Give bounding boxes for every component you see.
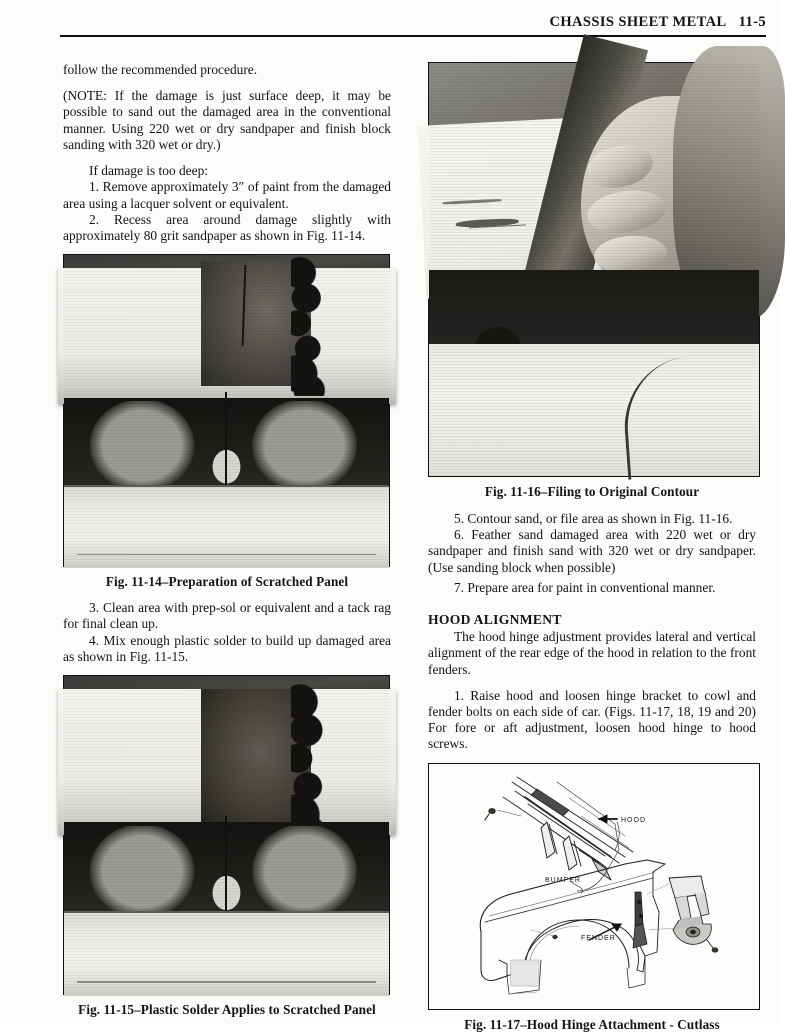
note-paragraph: (NOTE: If the damage is just surface deep, it may be possible to sand out the damaged area in the conventional manner. Using 220 wet or dry sandpaper and finish block sanding with 320 wet or dry.) — [63, 88, 391, 152]
figure-11-17-caption: Fig. 11-17–Hood Hinge Attachment - Cutlass — [464, 1016, 720, 1032]
figure-11-15-image — [64, 676, 389, 994]
figure-11-15-photo — [63, 675, 390, 995]
figure-11-16-image — [429, 63, 759, 476]
figure-11-14-photo — [63, 254, 390, 567]
step-2: 2. Recess area around damage slightly with approximately 80 grit sandpaper as shown in Fig. 11-14. — [63, 211, 391, 243]
too-deep-lead-in: If damage is too deep: — [89, 163, 208, 179]
step-3: 3. Clean area with prep-sol or equivalent and a tack rag for final clean up. — [63, 600, 391, 632]
figure-11-16-photo — [428, 62, 760, 477]
diagram-label-hood: HOOD — [621, 816, 646, 824]
figure-11-16-caption: Fig. 11-16–Filing to Original Contour — [484, 484, 700, 499]
figure-11-14-image — [64, 255, 389, 566]
hood-hinge-upper-assembly — [485, 777, 633, 891]
figure-11-17-diagram — [428, 763, 760, 1010]
right-column — [428, 62, 756, 1033]
page-folio: 11-5 — [738, 14, 766, 30]
hood-alignment-paragraph: The hood hinge adjustment provides lateral and vertical alignment of the rear edge of the hood in relation to the front fenders. — [428, 629, 756, 677]
page-header — [60, 14, 766, 36]
paragraph-continuation: follow the recommended procedure. — [63, 62, 258, 77]
step-1: 1. Remove approximately 3″ of paint from the damaged area using a lacquer solvent or equivalent. — [63, 179, 391, 211]
left-column — [63, 62, 391, 1018]
header-title — [550, 14, 767, 31]
step-7: 7. Prepare area for paint in conventional manner. — [454, 579, 716, 595]
step-6: 6. Feather sand damaged area with 220 wet or dry sandpaper and finish sand with 320 wet or dry sandpaper. (Use sanding block when possible) — [428, 527, 756, 575]
diagram-label-fender: FENDER — [581, 934, 616, 942]
diagram-label-bumper: BUMPER — [545, 876, 581, 884]
fender-bumper-assembly — [480, 860, 718, 994]
figure-11-14-caption: Fig. 11-14–Preparation of Scratched Panel — [105, 574, 349, 590]
figure-11-15-caption: Fig. 11-15–Plastic Solder Applies to Scratched Panel — [78, 1002, 376, 1018]
hood-alignment-step-1: 1. Raise hood and loosen hinge bracket to cowl and fender bolts on each side of car. (Figs. 11-17, 18, 19 and 20) For fore or aft adjustment, loosen hood hinge to hood screws. — [428, 687, 756, 752]
step-4: 4. Mix enough plastic solder to build up damaged area as shown in Fig. 11-15. — [63, 632, 391, 664]
section-heading-hood-alignment: HOOD ALIGNMENT — [428, 612, 562, 628]
step-5: 5. Contour sand, or file area as shown in Fig. 11-16. — [454, 511, 733, 526]
header-rule — [60, 35, 766, 37]
header-section-name: CHASSIS SHEET METAL — [549, 14, 727, 30]
